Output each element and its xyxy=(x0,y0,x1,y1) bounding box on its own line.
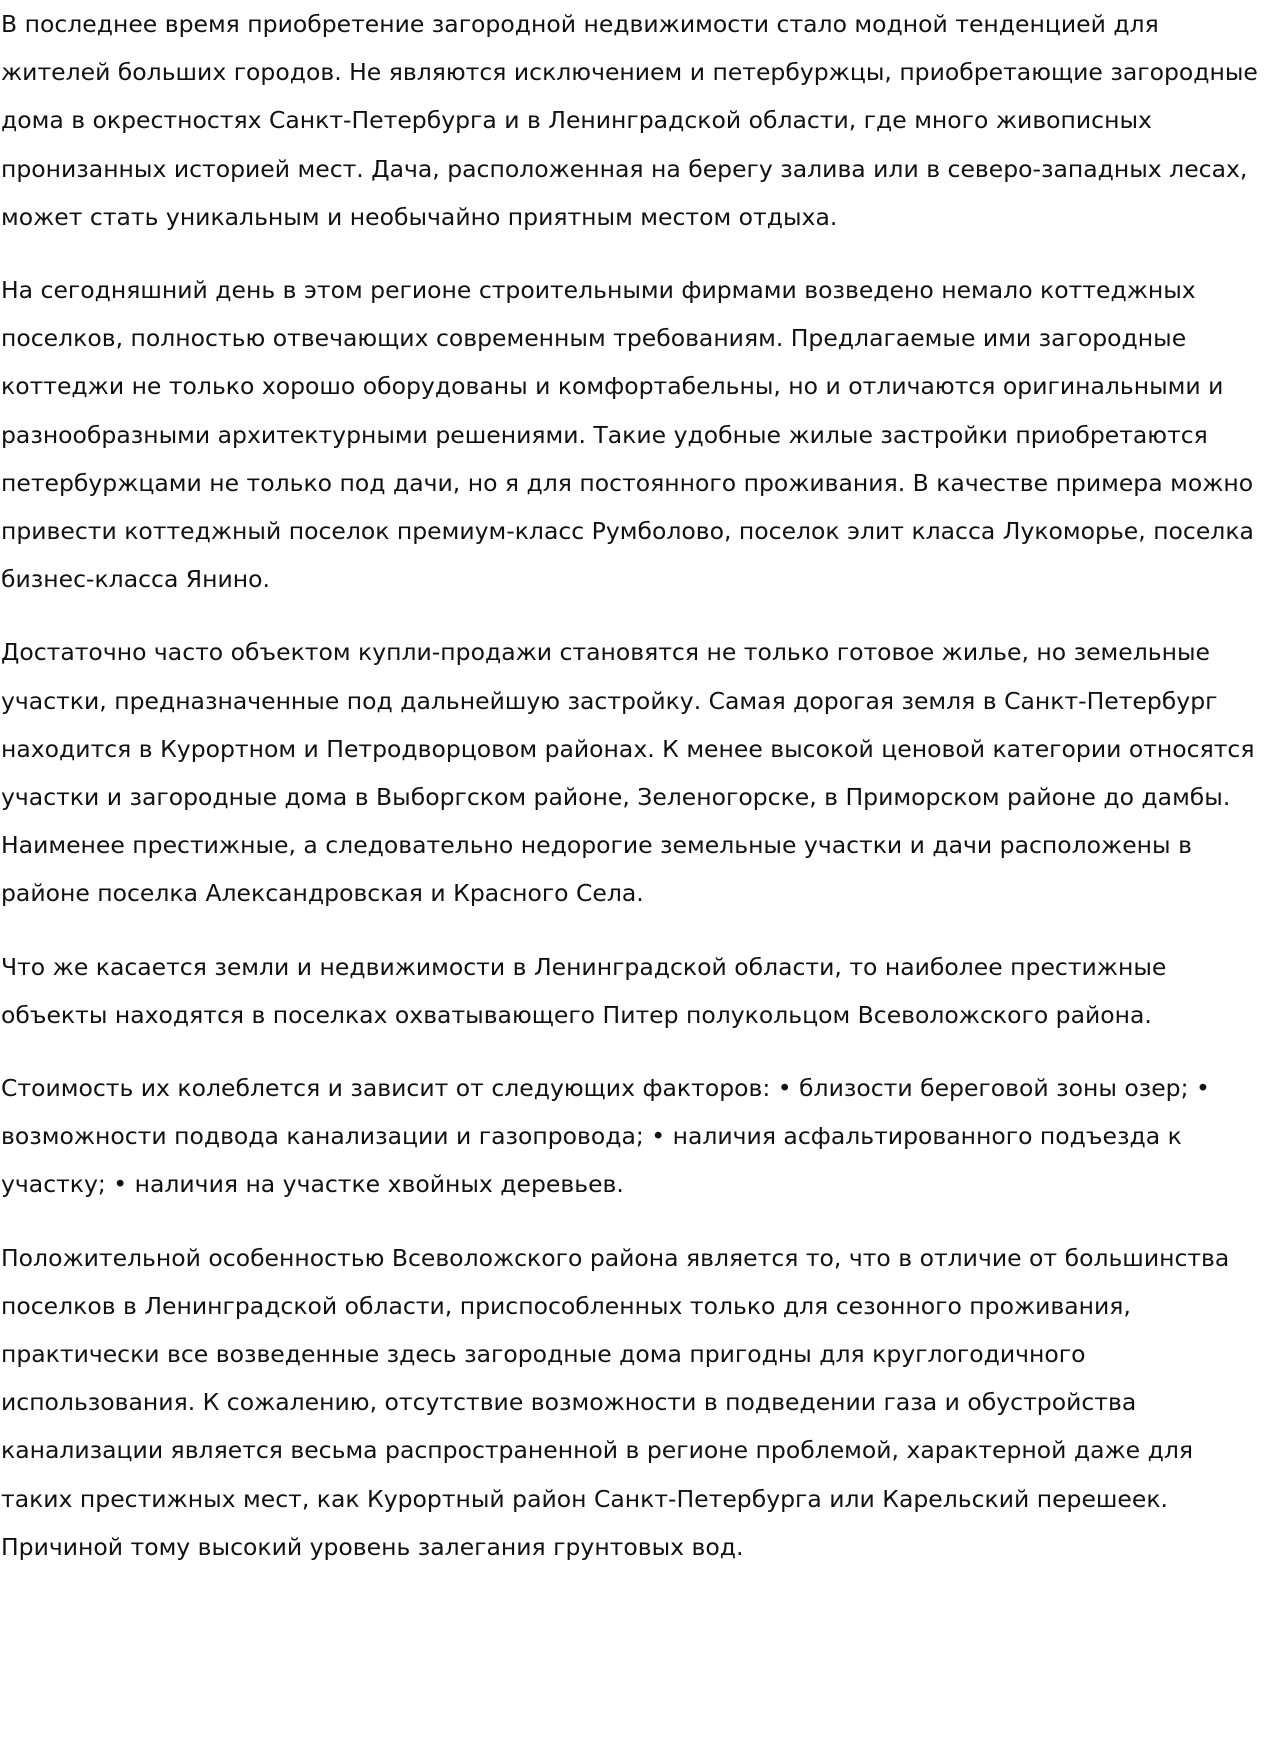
article-paragraph-5: Стоимость их колеблется и зависит от следующих факторов: • близости береговой зоны озер; • возможности подвода канализации и газопровода; • наличия асфальтированного подъезда к участку; • наличия на участке хвойных деревьев. xyxy=(1,1074,1210,1199)
article-paragraph-1: В последнее время приобретение загородной недвижимости стало модной тенденцией для жителей больших городов. Не являются исключением и петербуржцы, приобретающие загородные дома в окрестностях Санкт-Петербурга и в Ленинградской области, где много живописных пронизанных историей мест. Дача, расположенная на берегу залива или в северо-западных лесах, может стать уникальным и необычайно приятным местом отдыха. xyxy=(1,10,1258,231)
article-paragraph-4: Что же касается земли и недвижимости в Ленинградской области, то наиболее престижные объекты находятся в поселках охватывающего Питер полукольцом Всеволожского района. xyxy=(1,952,1167,1029)
article-paragraph-3: Достаточно часто объектом купли-продажи становятся не только готовое жилье, но земельные участки, предназначенные под дальнейшую застройку. Самая дорогая земля в Санкт-Петербург находится в Курортном и Петродворцовом районах. К менее высокой ценовой категории относятся участки и загородные дома в Выборгском районе, Зеленогорске, в Приморском районе до дамбы. Наименее престижные, а следовательно недорогие земельные участки и дачи расположены в районе поселка Александровская и Красного Села. xyxy=(1,638,1255,908)
article-paragraph-6: Положительной особенностью Всеволожского района является то, что в отличие от большинства поселков в Ленинградской области, приспособленных только для сезонного проживания, практически все возведенные здесь загородные дома пригодны для круглогодичного использования. К сожалению, отсутствие возможности в подведении газа и обустройства канализации является весьма распространенной в регионе проблемой, характерной даже для таких престижных мест, как Курортный район Санкт-Петербурга или Карельский перешеек. Причиной тому высокий уровень залегания грунтовых вод. xyxy=(1,1243,1230,1561)
article-paragraph-2: На сегодняшний день в этом регионе строительными фирмами возведено немало коттеджных поселков, полностью отвечающих современным требованиям. Предлагаемые ими загородные коттеджи не только хорошо оборудованы и комфортабельны, но и отличаются оригинальными и разнообразными архитектурными решениями. Такие удобные жилые застройки приобретаются петербуржцами не только под дачи, но я для постоянного проживания. В качестве примера можно привести коттеджный поселок премиум-класс Румболово, поселок элит класса Лукоморье, поселка бизнес-класса Янино. xyxy=(1,276,1254,594)
